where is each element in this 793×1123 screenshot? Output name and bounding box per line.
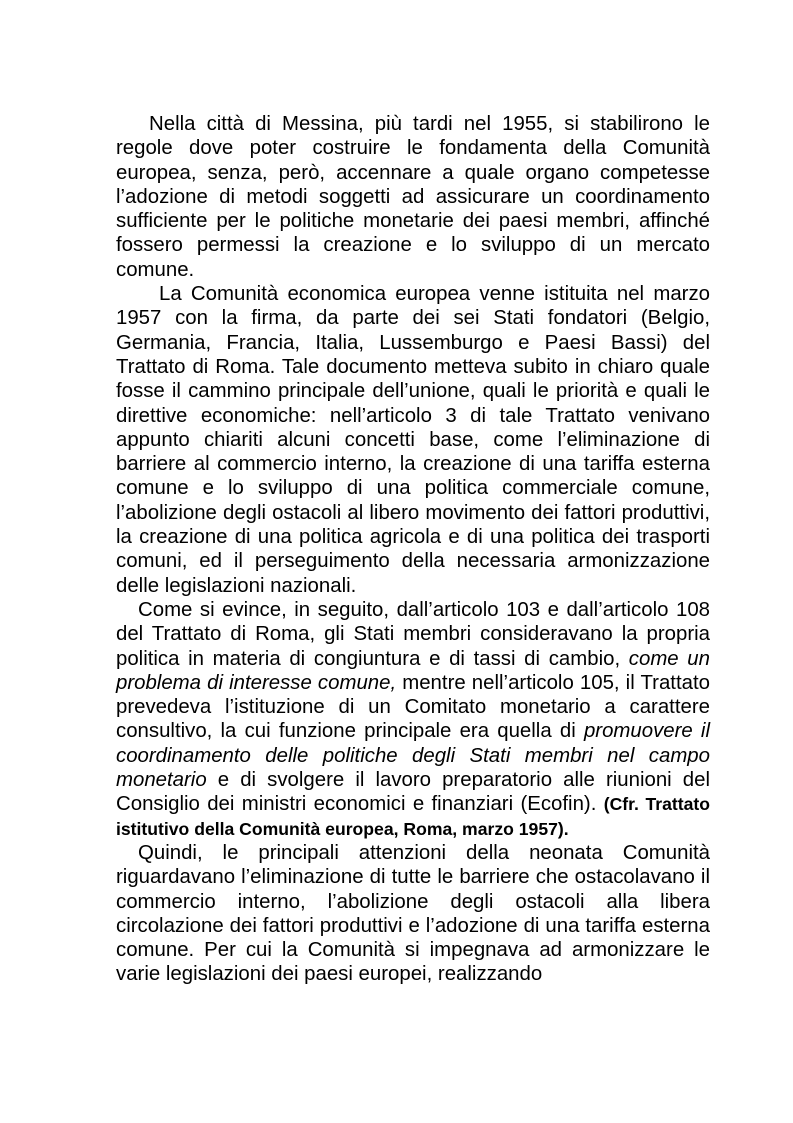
paragraph-text-part-2: mentre nell’articolo 105, il Trattato prevedeva l’istituzione di un Comitato monetario a carattere consultivo, la cui funzione principale era quella di: [116, 671, 710, 743]
paragraph-text-part-1: Come si evince, in seguito, dall’articolo 103 e dall’articolo 108 del Trattato di Roma, gli Stati membri consideravano la propria politica in materia di congiuntura e di tassi di cambio,: [116, 598, 710, 670]
paragraph-trattato-articoli: [116, 598, 710, 841]
document-page: [116, 112, 710, 987]
paragraph-principali-attenzioni: Quindi, le principali attenzioni della neonata Comunità riguardavano l’eliminazione di tutte le barriere che ostacolavano il commercio interno, l’abolizione degli ostacoli alla libera circolazione dei fattori produttivi e l’adozione di una tariffa esterna comune. Per cui la Comunità si impegnava ad armonizzare le varie legislazioni dei paesi europei, realizzando: [116, 841, 710, 986]
paragraph-cee-1957: La Comunità economica europea venne istituita nel marzo 1957 con la firma, da parte dei sei Stati fondatori (Belgio, Germania, Francia, Italia, Lussemburgo e Paesi Bassi) del Trattato di Roma. Tale documento metteva subito in chiaro quale fosse il cammino principale dell’unione, quali le priorità e quali le direttive economiche: nell’articolo 3 di tale Trattato venivano appunto chiariti alcuni concetti base, come l’eliminazione di barriere al commercio interno, la creazione di una tariffa esterna comune e lo sviluppo di una politica commerciale comune, l’abolizione degli ostacoli al libero movimento dei fattori produttivi, la creazione di una politica agricola e di una politica dei trasporti comuni, ed il perseguimento della necessaria armonizzazione delle legislazioni nazionali.: [116, 283, 710, 597]
italic-phrase-interesse-comune: come un problema di interesse comune,: [116, 647, 710, 694]
paragraph-text-part-3: e di svolgere il lavoro preparatorio alle riunioni del Consiglio dei ministri economici e finanziari (Ecofin).: [116, 769, 710, 816]
paragraph-messina-1955: Nella città di Messina, più tardi nel 1955, si stabilirono le regole dove poter costruire le fondamenta della Comunità europea, senza, però, accennare a quale organo competesse l’adozione di metodi soggetti ad assicurare un coordinamento sufficiente per le politiche monetarie dei paesi membri, affinché fossero permessi la creazione e lo sviluppo di un mercato comune.: [116, 113, 710, 281]
citation-trattato: (Cfr. Trattato istitutivo della Comunità europea, Roma, marzo 1957).: [116, 794, 710, 839]
italic-phrase-coordinamento: promuovere il coordinamento delle politiche degli Stati membri nel campo monetario: [116, 720, 710, 792]
